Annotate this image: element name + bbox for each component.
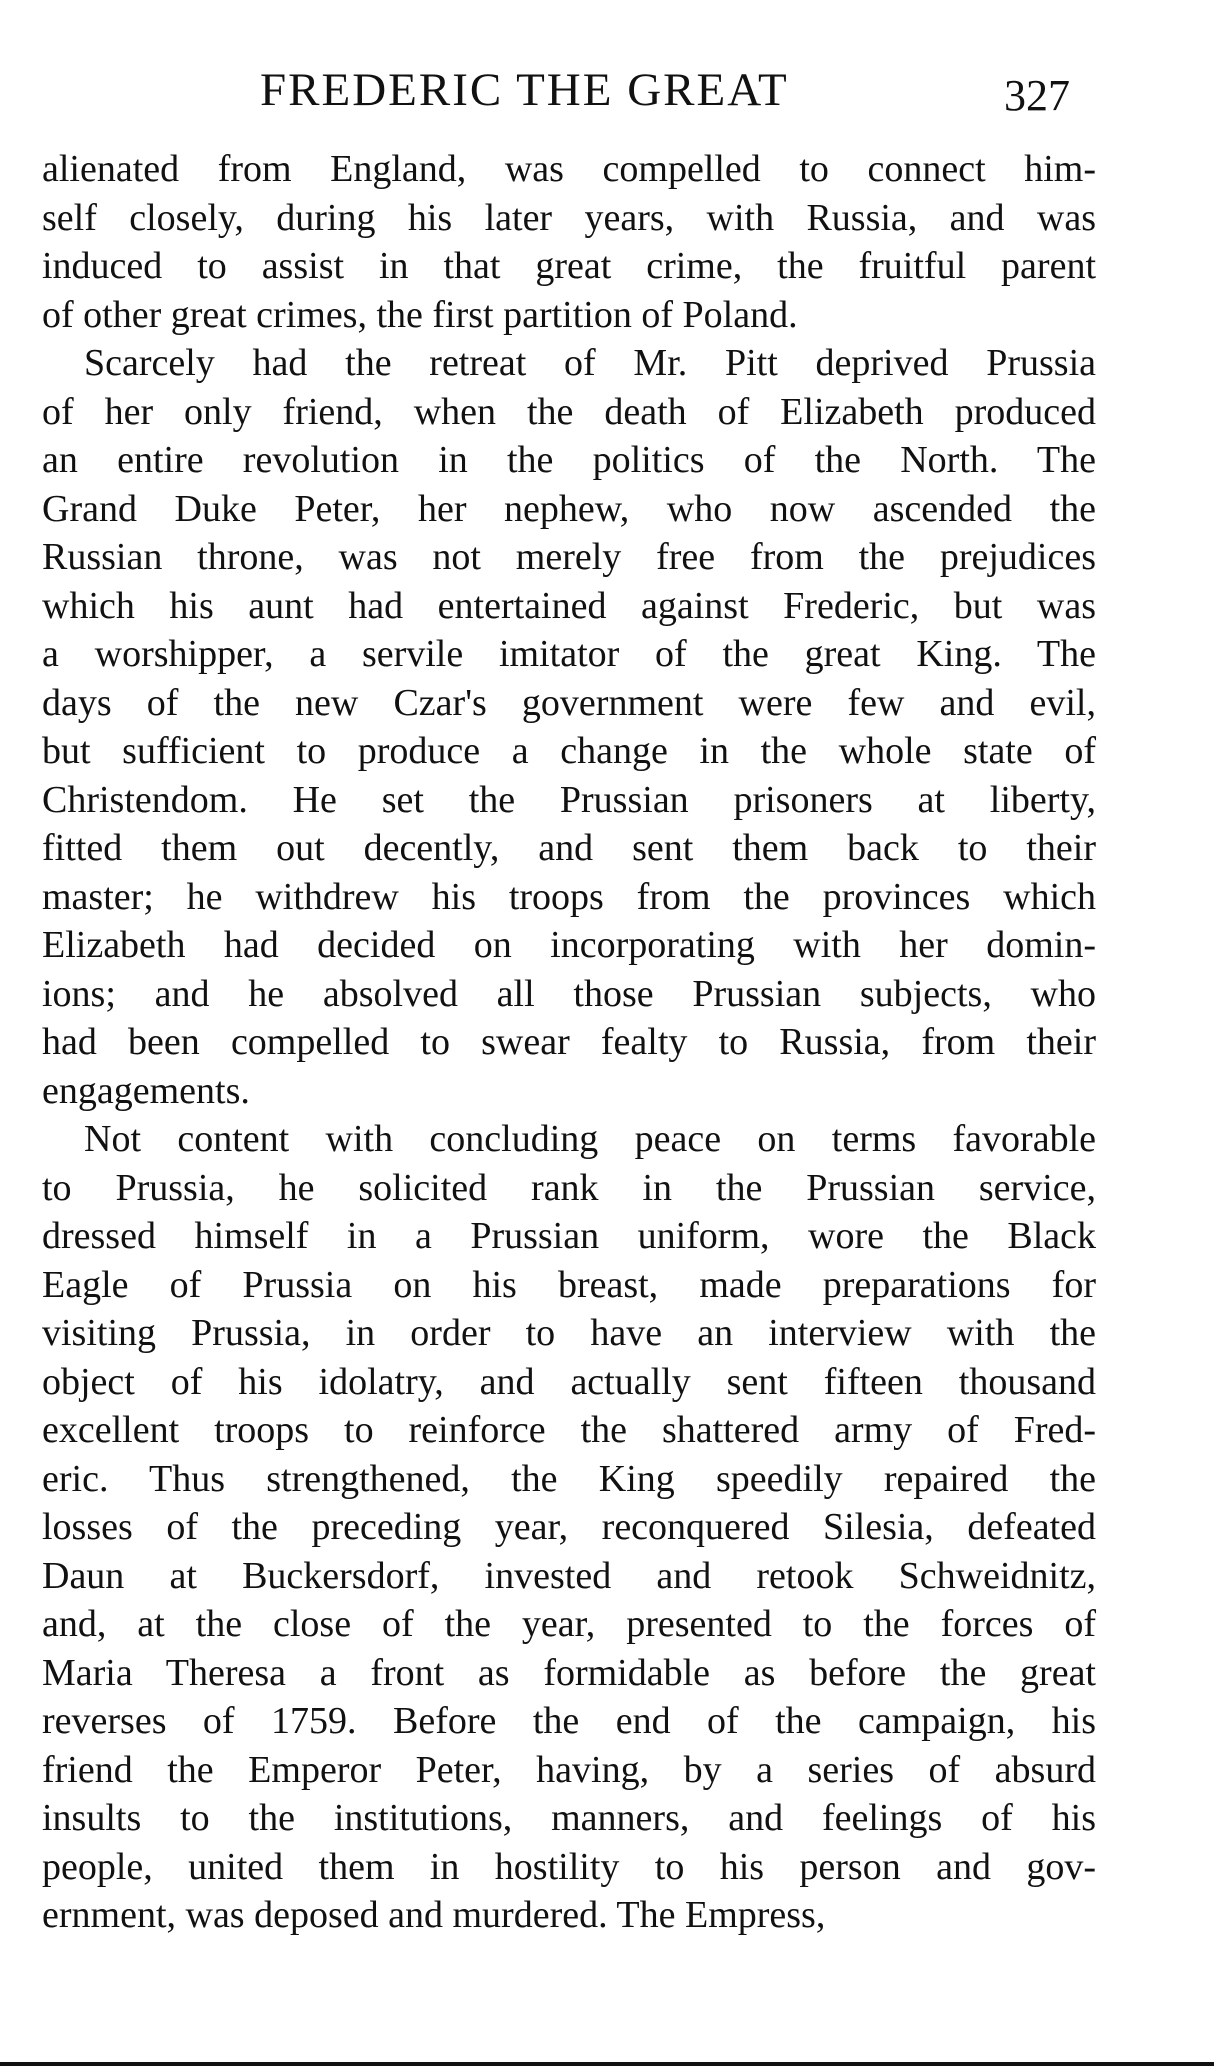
text-line: but sufficient to produce a change in the whole state of xyxy=(42,730,1096,772)
text-line: fitted them out decently, and sent them back to their xyxy=(42,827,1096,869)
text-line: Maria Theresa a front as formidable as before the great xyxy=(42,1651,1096,1694)
text-line: Scarcely had the retreat of Mr. Pitt deprived Prussia xyxy=(84,342,1096,384)
text-line: Daun at Buckersdorf, invested and retook Schweidnitz, xyxy=(42,1554,1096,1597)
text-line: friend the Emperor Peter, having, by a series of absurd xyxy=(42,1748,1096,1791)
text-line: and, at the close of the year, presented to the forces of xyxy=(42,1603,1096,1645)
page-number: 327 xyxy=(1004,71,1070,120)
text-line: which his aunt had entertained against Frederic, but was xyxy=(42,584,1096,627)
text-line: dressed himself in a Prussian uniform, wore the Black xyxy=(42,1215,1096,1257)
text-line: visiting Prussia, in order to have an interview with the xyxy=(42,1312,1096,1354)
text-line: ernment, was deposed and murdered. The Empress, xyxy=(42,1894,826,1936)
text-line: eric. Thus strengthened, the King speedily repaired the xyxy=(42,1457,1096,1500)
text-line: induced to assist in that great crime, the fruitful parent xyxy=(42,245,1096,287)
text-line: people, united them in hostility to his person and gov- xyxy=(42,1845,1096,1888)
text-line: insults to the institutions, manners, and feelings of his xyxy=(42,1797,1096,1839)
text-line: self closely, during his later years, with Russia, and was xyxy=(42,196,1096,239)
text-line: Elizabeth had decided on incorporating with her domin- xyxy=(42,924,1096,966)
text-line: an entire revolution in the politics of the North. The xyxy=(42,439,1096,481)
text-line: a worshipper, a servile imitator of the great King. The xyxy=(42,633,1096,675)
text-line: Russian throne, was not merely free from the prejudices xyxy=(42,536,1096,578)
text-line: ions; and he absolved all those Prussian subjects, who xyxy=(42,972,1096,1015)
text-line: excellent troops to reinforce the shattered army of Fred- xyxy=(42,1409,1096,1451)
paragraph-2 xyxy=(42,339,1096,1115)
text-line: Not content with concluding peace on terms favorable xyxy=(84,1118,1096,1160)
text-line: to Prussia, he solicited rank in the Prussian service, xyxy=(42,1166,1096,1209)
text-line: days of the new Czar's government were few and evil, xyxy=(42,681,1096,724)
text-line: Christendom. He set the Prussian prisoners at liberty, xyxy=(42,778,1096,821)
running-head xyxy=(0,60,1214,120)
bottom-rule xyxy=(0,2062,1214,2066)
paragraph-3 xyxy=(42,1115,1096,1940)
paragraph-1 xyxy=(42,145,1096,339)
text-line: losses of the preceding year, reconquered Silesia, defeated xyxy=(42,1506,1096,1548)
text-line: object of his idolatry, and actually sent fifteen thousand xyxy=(42,1360,1096,1403)
text-line: of her only friend, when the death of Elizabeth produced xyxy=(42,390,1096,433)
text-line: Grand Duke Peter, her nephew, who now ascended the xyxy=(42,487,1096,530)
text-line: master; he withdrew his troops from the provinces which xyxy=(42,875,1096,918)
body-text xyxy=(42,145,1096,1940)
text-line: reverses of 1759. Before the end of the campaign, his xyxy=(42,1700,1096,1742)
text-line: had been compelled to swear fealty to Russia, from their xyxy=(42,1021,1096,1063)
running-title: FREDERIC THE GREAT xyxy=(260,64,789,116)
text-line: alienated from England, was compelled to connect him- xyxy=(42,148,1096,190)
text-line: of other great crimes, the first partition of Poland. xyxy=(42,293,798,336)
text-line: engagements. xyxy=(42,1069,250,1112)
text-line: Eagle of Prussia on his breast, made preparations for xyxy=(42,1263,1096,1306)
